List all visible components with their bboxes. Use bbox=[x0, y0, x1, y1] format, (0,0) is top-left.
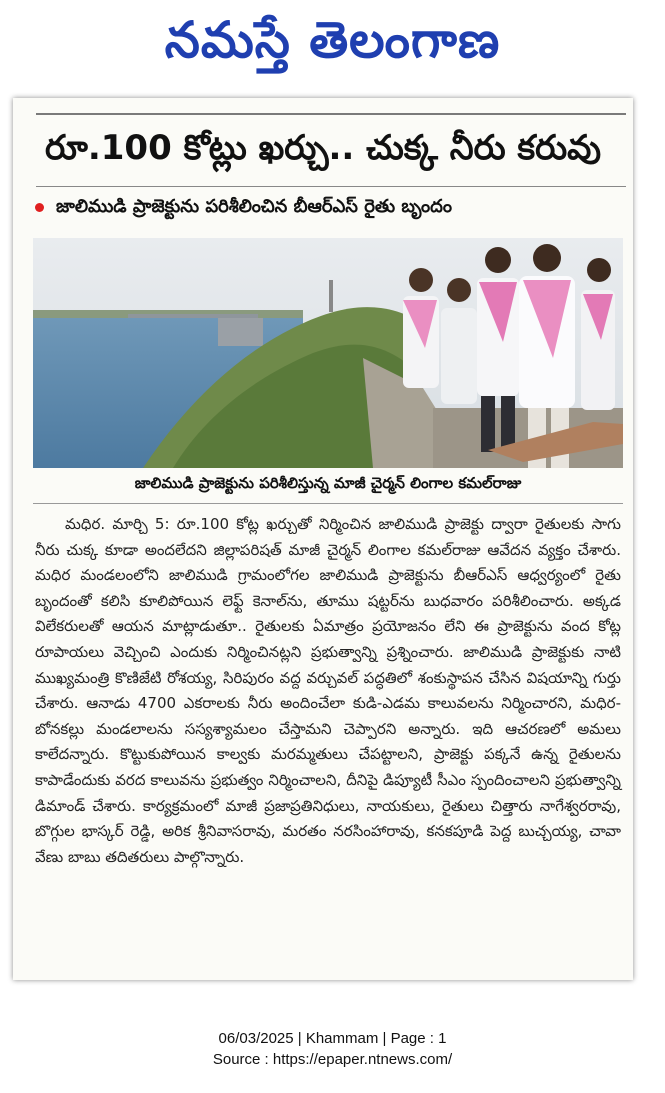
footer-source: Source : https://epaper.ntnews.com/ bbox=[212, 1051, 453, 1068]
article-subhead bbox=[35, 196, 615, 221]
photo-caption: జాలిముడి ప్రాజెక్టును పరిశీలిస్తున్న మాజీ చైర్మన్ లింగాల కమల్‌రాజు bbox=[134, 474, 522, 492]
article-body: మధిర. మార్చి 5: రూ.100 కోట్ల ఖర్చుతో నిర్మించిన జాలిముడి ప్రాజెక్టు ద్వారా రైతులకు సాగు నీరు చుక్క కూడా అందలేదని జిల్లాపరిషత్ మాజీ చైర్మన్ లింగాల కమల్‌రాజు ఆవేదన వ్యక్తం చేశారు. మధిర మండలంలోని జాలిముడి గ్రామంలోగల జాలిముడి ప్రాజెక్టును బీఆర్ఎస్ ఆధ్వర్యంలో రైతు బృందంతో కలిసి కూలిపోయిన లెఫ్ట్ కెనాల్‌ను, తూము షట్టర్‌ను బుధవారం పరిశీలించారు. అక్కడ విలేకరులతో ఆయన మాట్లాడుతూ.. రైతులకు ఏమాత్రం ప్రయోజనం లేని ఈ ప్రాజెక్టును వంద కోట్ల రూపాయలు వెచ్చించి ఎందుకు నిర్మించినట్లని ప్రభుత్వాన్ని ప్రశ్నించారు. జాలిముడి ప్రాజెక్టుకు నాటి ముఖ్యమంత్రి కొణిజేటి రోశయ్య, సిరిపురం వద్ద వర్చువల్ పద్ధతిలో శంకుస్థాపన చేసిన విషయాన్ని గుర్తు చేశారు. ఆనాడు 4700 ఎకరాలకు నీరు అందించేలా కుడి-ఎడమ కాలువలను నిర్మించారని, మధిర-బోనకల్లు మండలాలను సస్యశ్యామలం చేస్తామని చెప్పారని అన్నారు. ఇది ఆచరణలో అమలు కాలేదన్నారు. కొట్టుకుపోయిన కాల్వకు మరమ్మతులు చేపట్టాలని, ప్రాజెక్టు పక్కనే ఉన్న రైతులను కాపాడేందుకు వరద కాలువను ప్రభుత్వం నిర్మించాలని, దీనిపై డిప్యూటీ సీఎం స్పందించాలని ప్రభుత్వాన్ని డిమాండ్ చేశారు. కార్యక్రమంలో మాజీ ప్రజాప్రతినిధులు, నాయకులు, రైతులు చిత్తారు నాగేశ్వరరావు, బొగ్గుల భాస్కర్ రెడ్డి, అరిక శ్రీనివాసరావు, మరతం నరసింహారావు, కనకపూడి పెద్ద బుచ్చయ్య, చావా వేణు బాబు తదితరులు పాల్గొన్నారు. bbox=[35, 515, 621, 866]
headline-rule bbox=[36, 186, 626, 187]
article-headline: రూ.100 కోట్లు ఖర్చు.. చుక్క నీరు కరువు bbox=[44, 128, 602, 168]
page-footer bbox=[0, 1028, 665, 1070]
top-rule bbox=[36, 113, 626, 115]
caption-rule bbox=[33, 503, 623, 504]
article-photo bbox=[33, 238, 623, 468]
footer-date-edition: 06/03/2025 | Khammam | Page : 1 bbox=[218, 1030, 447, 1047]
article-clipping bbox=[13, 98, 633, 980]
subhead-text: జాలిముడి ప్రాజెక్టును పరిశీలించిన బీఆర్ఎస్ రైతు బృందం bbox=[56, 196, 452, 217]
photo-river-and-group-icon bbox=[33, 238, 623, 468]
red-bullet-icon bbox=[35, 203, 44, 212]
newspaper-masthead: నమస్తే తెలంగాణ bbox=[164, 11, 501, 69]
